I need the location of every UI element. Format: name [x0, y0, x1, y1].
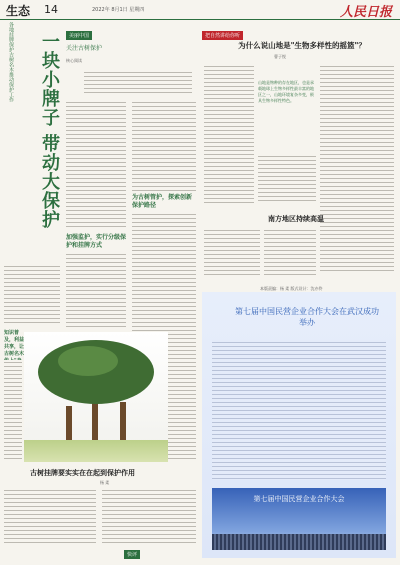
editor-credit: 本版责编：杨 柔 版式设计：沈亦伶	[260, 286, 323, 291]
closing-text-left	[4, 488, 96, 544]
teaser-block	[66, 22, 196, 64]
article-column-f	[4, 360, 22, 460]
right-feature-badge: 把自然讲给你听	[202, 31, 243, 40]
section-name: 生态	[6, 4, 31, 18]
right-text-a	[204, 64, 254, 204]
region-headline: 南方地区持续高温	[268, 215, 324, 223]
teaser-editor-note: 核心阅读	[66, 58, 82, 63]
intro-text	[84, 70, 192, 96]
main-byline: 杨 柔	[100, 480, 110, 485]
article-column-c	[66, 252, 126, 328]
ad-title: 第七届中国民营企业合作大会在武汉成功举办	[235, 307, 379, 327]
article-column-a	[66, 100, 126, 230]
teaser-title: 关注古树保护	[66, 45, 103, 52]
pull-quote: 山地是物种的存在地区，也是承载地球上生物多样性最丰富的地区之一，山地环境复杂多变，极具生物多样性特色。	[258, 80, 314, 103]
teaser-badge: 美丽中国	[66, 31, 92, 40]
region-text-a	[204, 228, 260, 276]
tree-photo	[24, 332, 168, 462]
region-text-b	[264, 228, 316, 276]
article-column-e	[4, 264, 60, 326]
feature-column	[0, 22, 60, 258]
closing-text-right	[102, 488, 196, 544]
ad-body-text	[212, 340, 386, 480]
advertisement-panel	[202, 292, 396, 558]
lawn	[24, 440, 168, 462]
feature-headline: 一块小牌子 带动大保护	[39, 32, 60, 230]
masthead-logo: 人民日报	[339, 5, 392, 20]
right-feature-byline: 曹子悦	[274, 54, 286, 59]
right-text-b	[258, 154, 316, 204]
subhead-2: 为古树管护，探索创新保护路径	[132, 194, 193, 209]
article-column-b	[132, 100, 196, 192]
tree-trunk-side	[120, 402, 126, 442]
tree-canopy-highlight	[58, 346, 118, 376]
subhead-3: 知识普及，利益共享，让古树名木	[4, 330, 25, 357]
main-headline: 古树挂牌要实实在在起到保护作用	[30, 469, 135, 477]
issue-date: 2022年 8月1日 星期四	[92, 7, 145, 13]
tree-trunk-side	[66, 406, 72, 442]
right-feature-title: 为什么说山地是"生物多样性的摇篮"？	[238, 41, 366, 50]
right-feature-header	[202, 22, 396, 41]
ad-photo-audience	[212, 534, 386, 550]
right-text-c	[320, 64, 394, 274]
ad-photo-title: 第七届中国民营企业合作大会	[253, 495, 345, 503]
page-header	[0, 0, 400, 20]
ad-conference-photo	[212, 488, 386, 550]
subhead-1: 加强监护，实行分级保护和挂牌方式	[66, 234, 127, 249]
feature-tagline: 各地挂牌保护古树名木推动保护工作	[8, 22, 14, 102]
page-number: 14	[44, 3, 58, 16]
commentary-badge: 快评	[124, 550, 140, 559]
